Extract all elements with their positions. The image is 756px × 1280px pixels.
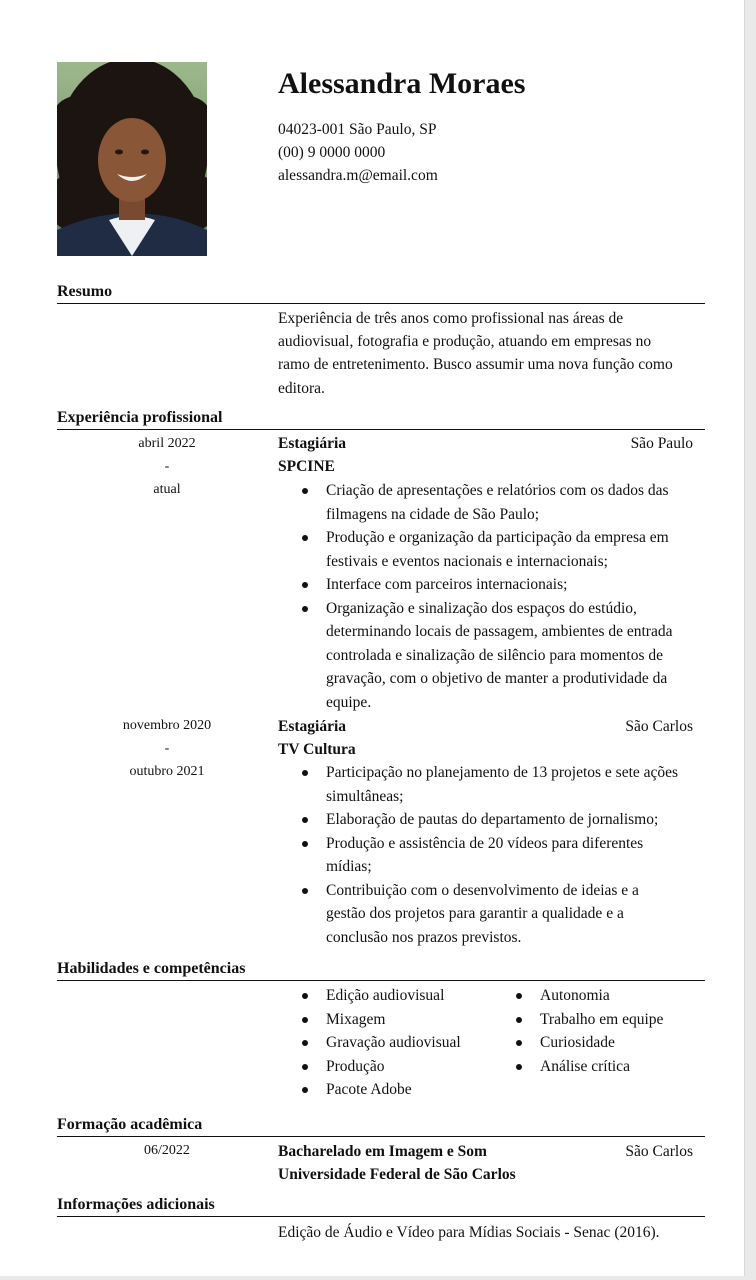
job-date-separator: - xyxy=(164,741,170,756)
job-date-end: outubro 2021 xyxy=(129,764,205,779)
list-item xyxy=(278,573,708,597)
job-city: São Carlos xyxy=(625,718,693,735)
bullet-line: gestão dos projetos para garantir a qualidade e a xyxy=(326,905,624,922)
bullet-line: Produção e assistência de 20 vídeos para diferentes xyxy=(326,834,644,852)
skills-column-2 xyxy=(492,984,706,1078)
job-company: SPCINE xyxy=(278,458,335,475)
list-item xyxy=(278,479,708,526)
bullet-line: simultâneas; xyxy=(326,787,404,805)
list-item: Autonomia xyxy=(492,984,706,1008)
bullet-line: equipe. xyxy=(326,693,372,711)
bullet-line: Participação no planejamento de 13 projetos e sete ações xyxy=(326,764,679,781)
bullet-line: filmagens na cidade de São Paulo; xyxy=(326,505,540,523)
resumo-line: ramo de entretenimento. Busco assumir uma nova função como xyxy=(278,356,673,374)
bullet-line: Produção e organização da participação da empresa em xyxy=(326,529,669,546)
job-date-separator: - xyxy=(164,459,170,474)
bullet-line: controlada e sinalização de silêncio para momentos de xyxy=(326,646,663,664)
phone: (00) 9 0000 0000 xyxy=(278,144,386,161)
job-company: TV Cultura xyxy=(278,741,356,758)
job-bullets xyxy=(278,479,708,714)
bullet-line: festivais e eventos nacionais e internacionais; xyxy=(326,552,608,570)
list-item: Produção xyxy=(278,1055,498,1079)
job-date-start: abril 2022 xyxy=(138,436,196,451)
resumo-line: editora. xyxy=(278,379,325,397)
section-title-habilidades: Habilidades e competências xyxy=(57,959,705,981)
section-title-experiencia: Experiência profissional xyxy=(57,408,705,430)
list-item xyxy=(278,761,708,808)
bullet-line: Criação de apresentações e relatórios com os dados das xyxy=(326,482,669,499)
profile-photo-illustration xyxy=(57,62,207,256)
skills-column-1 xyxy=(278,984,498,1102)
resumo-line: Experiência de três anos como profissional nas áreas de xyxy=(278,310,624,327)
list-item xyxy=(278,597,708,715)
candidate-name: Alessandra Moraes xyxy=(278,67,526,100)
education-school: Universidade Federal de São Carlos xyxy=(278,1166,516,1183)
bullet-line: Contribuição com o desenvolvimento de ideias e a xyxy=(326,881,639,899)
list-item: Curiosidade xyxy=(492,1031,706,1055)
list-item: Edição audiovisual xyxy=(278,984,498,1008)
bullet-line: Interface com parceiros internacionais; xyxy=(326,576,568,593)
bullet-line: Organização e sinalização dos espaços do estúdio, xyxy=(326,599,637,617)
resumo-text xyxy=(278,307,673,400)
list-item xyxy=(278,526,708,573)
additional-info-text: Edição de Áudio e Vídeo para Mídias Sociais - Senac (2016). xyxy=(278,1224,660,1241)
job-date-end: atual xyxy=(153,482,181,497)
education-degree: Bacharelado em Imagem e Som xyxy=(278,1143,487,1160)
list-item xyxy=(278,879,708,950)
list-item xyxy=(278,832,708,879)
section-title-adicionais: Informações adicionais xyxy=(57,1195,705,1217)
contact-info xyxy=(278,118,438,187)
address: 04023-001 São Paulo, SP xyxy=(278,121,437,138)
list-item: Gravação audiovisual xyxy=(278,1031,498,1055)
job-role: Estagiária xyxy=(278,718,347,735)
section-title-resumo: Resumo xyxy=(57,282,705,304)
profile-photo xyxy=(57,62,207,256)
bullet-line: Elaboração de pautas do departamento de jornalismo; xyxy=(326,811,659,828)
list-item: Trabalho em equipe xyxy=(492,1008,706,1032)
job-role: Estagiária xyxy=(278,435,347,452)
email: alessandra.m@email.com xyxy=(278,167,438,184)
job-city: São Paulo xyxy=(630,435,693,452)
resumo-line: audiovisual, fotografia e produção, atuando em empresas no xyxy=(278,333,652,351)
bullet-line: gravação, com o objetivo de manter a produtividade da xyxy=(326,670,668,687)
bullet-line: mídias; xyxy=(326,858,372,875)
education-date: 06/2022 xyxy=(144,1143,190,1158)
job-date-start: novembro 2020 xyxy=(122,718,212,733)
job-bullets xyxy=(278,761,708,949)
list-item: Mixagem xyxy=(278,1008,498,1032)
bullet-line: determinando locais de passagem, ambientes de entrada xyxy=(326,623,673,640)
education-city: São Carlos xyxy=(625,1143,693,1160)
bullet-line: conclusão nos prazos previstos. xyxy=(326,928,522,946)
list-item xyxy=(278,808,708,832)
list-item: Pacote Adobe xyxy=(278,1078,498,1102)
section-title-formacao: Formação acadêmica xyxy=(57,1115,705,1137)
list-item: Análise crítica xyxy=(492,1055,706,1079)
